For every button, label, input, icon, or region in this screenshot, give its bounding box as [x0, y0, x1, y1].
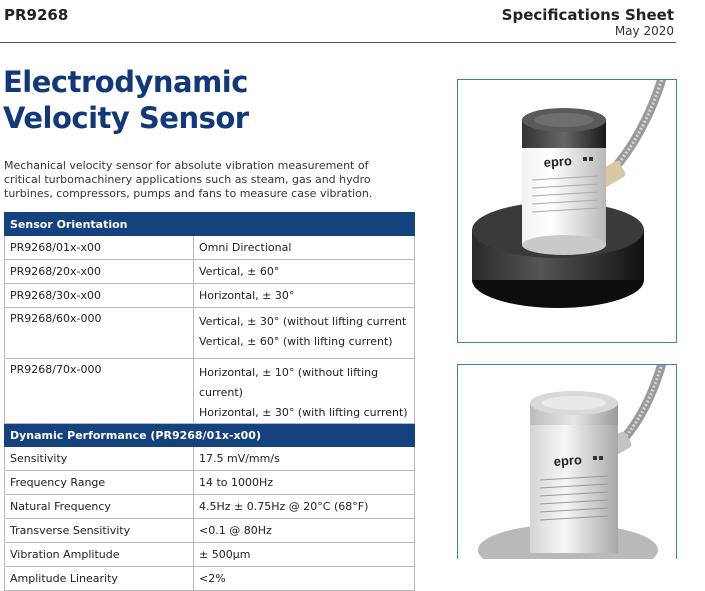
row-label: PR9268/30x-x00: [5, 284, 194, 308]
brand-label: epro: [543, 153, 573, 170]
section-header-label: Dynamic Performance (PR9268/01x-x00): [5, 424, 415, 447]
row-value-line: Horizontal, ± 10° (without lifting current): [199, 366, 379, 399]
table-row: [5, 543, 415, 567]
row-value-line: Vertical, ± 30° (without lifting current: [199, 315, 407, 328]
row-label: PR9268/01x-x00: [5, 236, 194, 260]
table-row: [5, 308, 415, 359]
section-header: [5, 213, 415, 236]
row-value: Horizontal, ± 30°: [194, 284, 415, 308]
section-header: [5, 424, 415, 447]
row-label: Sensitivity: [5, 447, 194, 471]
brand-label: epro: [553, 452, 583, 469]
row-value: 4.5Hz ± 0.75Hz @ 20°C (68°F): [194, 495, 415, 519]
section-header-label: Sensor Orientation: [5, 213, 415, 236]
row-label: Vibration Amplitude: [5, 543, 194, 567]
row-value: Vertical, ± 60°: [194, 260, 415, 284]
table-row: [5, 519, 415, 543]
product-description: Mechanical velocity sensor for absolute vibration measurement of critical turbomachinery applications such as steam, gas and hydro turbines, compressors, pumps and fans to measure case vibration.: [4, 159, 373, 200]
title-line-2: Velocity Sensor: [3, 101, 249, 135]
table-row: [5, 495, 415, 519]
table-row: [5, 236, 415, 260]
product-title: [3, 64, 249, 136]
row-value: [194, 359, 415, 424]
header-rule: [0, 42, 676, 43]
table-row: [5, 471, 415, 495]
row-label: Transverse Sensitivity: [5, 519, 194, 543]
sensor-body: [530, 413, 618, 553]
row-value: Omni Directional: [194, 236, 415, 260]
row-label: Amplitude Linearity: [5, 567, 194, 591]
table-row: [5, 260, 415, 284]
row-value-line: Horizontal, ± 30° (with lifting current): [199, 406, 408, 419]
table-row: [5, 567, 415, 591]
row-value: <2%: [194, 567, 415, 591]
table-row: [5, 359, 415, 424]
sensor-black-illustration: [458, 80, 676, 342]
row-value: 17.5 mV/mm/s: [194, 447, 415, 471]
row-label: PR9268/20x-x00: [5, 260, 194, 284]
spec-table: [4, 212, 415, 591]
table-row: [5, 447, 415, 471]
document-date: May 2020: [614, 24, 674, 38]
row-label: PR9268/70x-000: [5, 359, 194, 424]
sensor-body: [522, 135, 606, 245]
row-value: [194, 308, 415, 359]
cable: [608, 80, 663, 175]
table-row: [5, 284, 415, 308]
document-type: Specifications Sheet: [501, 6, 674, 24]
row-label: Frequency Range: [5, 471, 194, 495]
row-value-line: Vertical, ± 60° (with lifting current): [199, 335, 393, 348]
title-line-1: Electrodynamic: [3, 65, 248, 99]
row-label: PR9268/60x-000: [5, 308, 194, 359]
row-value: 14 to 1000Hz: [194, 471, 415, 495]
row-value: <0.1 @ 80Hz: [194, 519, 415, 543]
model-number: PR9268: [4, 6, 69, 24]
product-photo-black: [457, 79, 677, 343]
row-label: Natural Frequency: [5, 495, 194, 519]
sensor-silver-illustration: [458, 365, 676, 559]
product-photo-silver: [457, 364, 677, 559]
row-value: ± 500µm: [194, 543, 415, 567]
